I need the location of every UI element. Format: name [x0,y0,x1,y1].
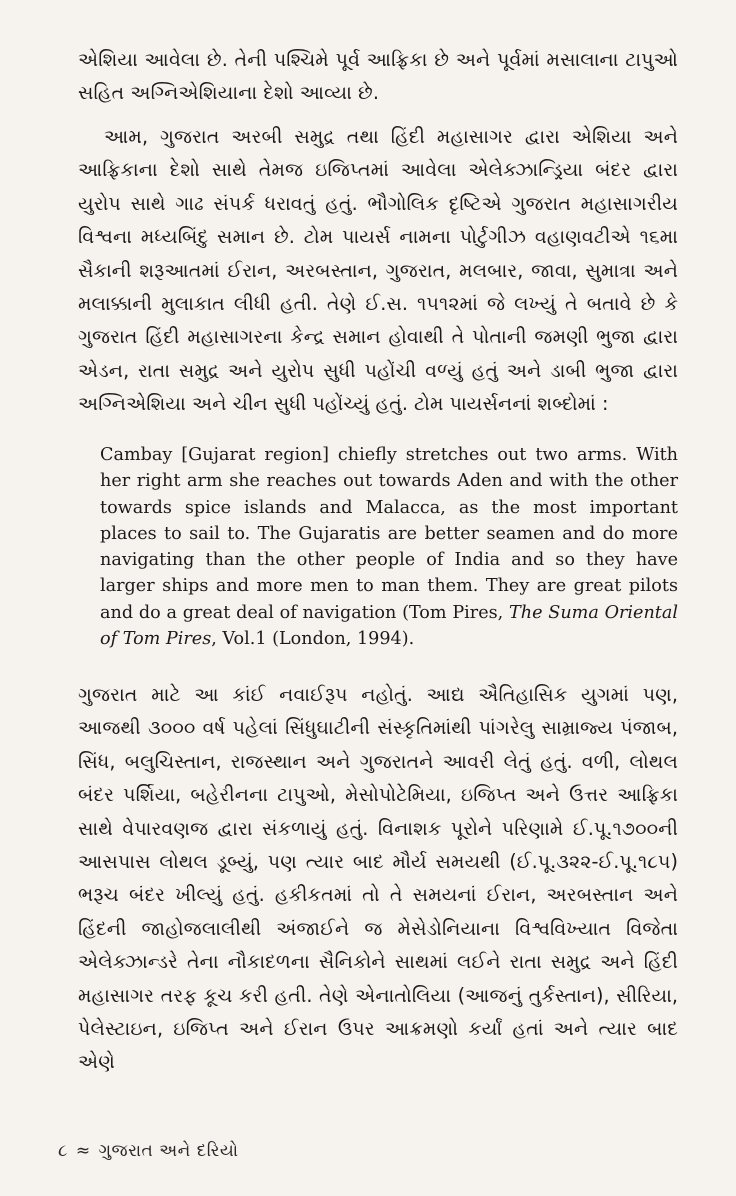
quote-citation: , Vol.1 (London, 1994). [211,629,415,650]
paragraph-3: ગુજરાત માટે આ કાંઈ નવાઈરૂપ નહોતું. આદ્ય ઐતિહાસિક યુગમાં પણ, આજથી ૩૦૦૦ વર્ષ પહેલાં સિંધુઘાટીની સંસ્કૃતિમાંથી પાંગરેલુ સામ્રાજ્ય પંજાબ, સિંધ, બલુચિસ્તાન, રાજસ્થાન અને ગુજરાતને આવરી લેતું હતું. વળી, લોથલ બંદર પર્શિયા, બહેરીનના ટાપુઓ, મેસોપોટેમિયા, ઇજિપ્ત અને ઉત્તર આફ્રિકા સાથે વેપારવણજ દ્વારા સંકળાયું હતું. વિનાશક પૂરોને પરિણામે ઈ.પૂ.૧૭૦૦ની આસપાસ લોથલ ડૂબ્યું, પણ ત્યાર બાદ મૌર્ય સમયથી (ઈ.પૂ.૩૨૨-ઈ.પૂ.૧૮૫) ભરૂચ બંદર ખીલ્યું હતું. હકીકતમાં તો તે સમયનાં ઈરાન, અરબસ્તાન અને હિંદની જાહોજલાલીથી અંજાઈને જ મેસેડોનિયાના વિશ્વવિખ્યાત વિજેતા એલેક્ઝાન્ડરે તેના નૌકાદળના સૈનિકોને સાથમાં લઈને રાતા સમુદ્ર અને હિંદી મહાસાગર તરફ કૂચ કરી હતી. તેણે એનાતોલિયા (આજનું તુર્કસ્તાન), સીરિયા, પેલેસ્ટાઇન, ઇજિપ્ત અને ઈરાન ઉપર આક્રમણો કર્યાં હતાં અને ત્યાર બાદ એણે [78,683,678,1074]
quote-text: Cambay [Gujarat region] chiefly stretches out two arms. With her right arm she reaches out towards Aden and with the other towards spice islands and Malacca, as the most important places to sail to. The Gujaratis are better seamen and do more navigating than the other people of India and so they have larger ships and more men to man them. They are great pilots and do a great deal of navigation (Tom Pires, [100,445,678,623]
running-title: ગુજરાત અને દરિયો [98,1141,239,1161]
block-quote [100,442,678,652]
footer-separator: ≈ [75,1141,91,1161]
paragraph-2: આમ, ગુજરાત અરબી સમુદ્ર તથા હિંદી મહાસાગર દ્વારા એશિયા અને આફ્રિકાના દેશો સાથે તેમજ ઇજિપ્તમાં આવેલા એલેક્ઝાન્ડ્રિયા બંદર દ્વારા યુરોપ સાથે ગાઢ સંપર્ક ધરાવતું હતું. ભૌગોલિક દૃષ્ટિએ ગુજરાત મહાસાગરીય વિશ્વના મધ્યબિંદુ સમાન છે. ટોમ પાયર્સ નામના પોર્ટુગીઝ વહાણવટીએ ૧૬મા સૈકાની શરૂઆતમાં ઈરાન, અરબસ્તાન, ગુજરાત, મલબાર, જાવા, સુમાત્રા અને મલાક્કાની મુલાકાત લીધી હતી. તેણે ઈ.સ. ૧૫૧૨માં જે લખ્યું તે બતાવે છે કે ગુજરાત હિંદી મહાસાગરના કેન્દ્ર સમાન હોવાથી તે પોતાની જમણી ભુજા દ્વારા એડન, રાતા સમુદ્ર અને યુરોપ સુધી પહોંચી વળ્યું હતું અને ડાબી ભુજા દ્વારા અગ્નિએશિયા અને ચીન સુધી પહોંચ્યું હતું. ટોમ પાયર્સનનાં શબ્દોમાં : [78,125,678,416]
quote-book-title: The Suma Oriental of Tom Pires [100,602,678,650]
page-number: ૮ [58,1141,68,1161]
page-footer [58,1140,247,1162]
paragraph-1: એશિયા આવેલા છે. તેની પશ્ચિમે પૂર્વ આફ્રિકા છે અને પૂર્વમાં મસાલાના ટાપુઓ સહિત અગ્નિએશિયાના દેશો આવ્યા છે. [78,48,678,105]
